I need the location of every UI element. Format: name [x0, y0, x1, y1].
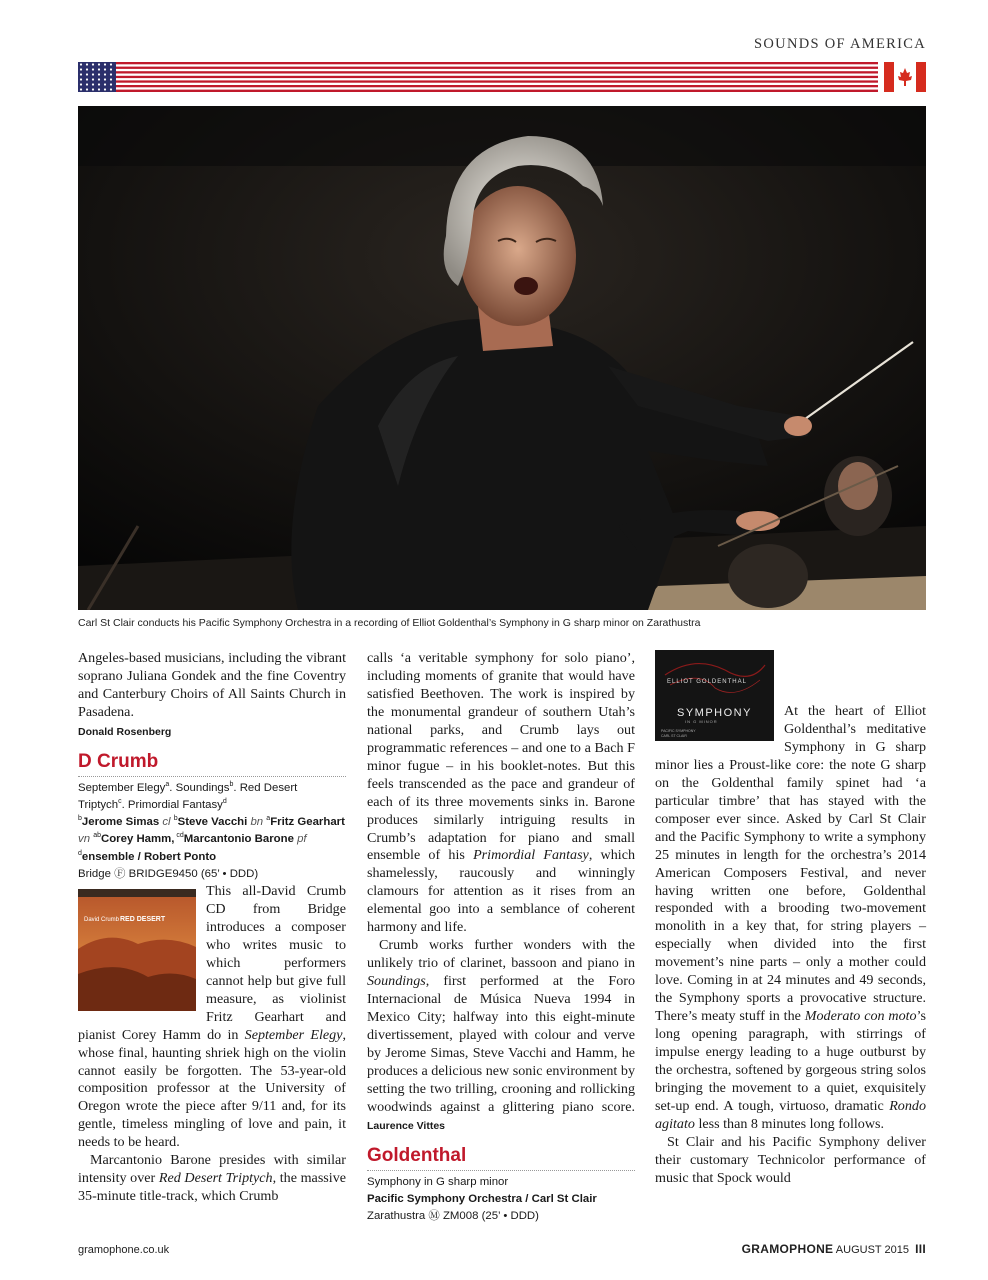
album-details: September Elegy$^a$. Soundings$^b$. Red Desert Triptych$^c$. Primordial Fantasy$^d$ $^b$Jerome Simas cl $^b$Steve Vacchi bn $^a$Fritz Gearhart vn $^{ab}$Corey Hamm, $^{cd}$Marcantonio Barone pf $^d$ensemble / Robert Ponto Bridge Ⓕ BRIDGE9450 (65’ • DDD) [78, 780, 345, 880]
us-flag-stripes [78, 62, 878, 92]
paragraph: This all-David Crumb CD from Bridge introduces a composer who writes music to which performers cannot help but give full measure, as violinist Fritz Gearhart and pianist Corey Hamm do in September Elegy, whose final, haunting shriek high on the violin cannot easily be forgotten. The 53-year-old composition professor at the University of Oregon wrote the piece after 9/11 and, for its gentle, timeless mingling of love and pain, it needs to be heard. [78, 882, 346, 1151]
footer-website: gramophone.co.uk [78, 1244, 170, 1256]
paragraph: Crumb works further wonders with the unlikely trio of clarinet, bassoon and piano in Soundings, first performed at the Foro Internacional de Música Nueva 1994 in Mexico City; halfway into this eight-minute divertissement, played with colour and verve by Jerome Simas, Steve Vacchi and Hamm, he produces a delicious new sonic environment by setting the two trilling, crooning and rollicking woodwinds against a glittering piano score. Laurence Vittes [367, 937, 635, 1132]
catalogue-line: Bridge Ⓕ BRIDGE9450 (65’ • DDD) [78, 867, 259, 880]
magazine-name: GRAMOPHONE [741, 1242, 834, 1256]
column-2 [367, 650, 635, 1225]
paragraph: Marcantonio Barone presides with similar intensity over Red Desert Triptych, the massive 35-minute title-track, which Crumb [78, 1152, 347, 1205]
us-flag-canton [78, 62, 116, 92]
paragraph: Angeles-based musicians, including the vibrant soprano Juliana Gondek and the fine Coventry and Canterbury Choirs of All Saints Church in Pasadena. [78, 650, 346, 720]
paragraph: At the heart of Elliot Goldenthal’s meditative Symphony in G sharp minor lies a Proust-like core: the note G sharp on the Goldenthal family spinet had ‘a particular timbre’ that has stayed with the composer ever since. Asked by Carl St Clair and the Pacific Symphony to write a symphony 25 minutes in length for the orchestra’s 2014 American Composers Festival, and never having written one before, Goldenthal responded with a brooding two-movement monolith in a key that, for string players – especially when divided into the first movement’s nine parts – only a mother could love. Coming in at 24 minutes and 49 seconds, the Symphony sports a provocative structure. There’s meaty stuff in the Moderato con moto’s long opening paragraph, with stirrings of impulse energy leading to a huge outburst by the orchestra, softened by gorgeous string solos bringing the movement to a quiet, exquisitely set-up end. A tough, virtuoso, dramatic Rondo agitato less than 8 minutes long follows. [655, 703, 926, 1132]
svg-text:IN G MINOR: IN G MINOR [685, 719, 718, 724]
album-cover-goldenthal [655, 650, 774, 741]
svg-text:RED DESERT: RED DESERT [120, 915, 166, 923]
svg-text:PACIFIC SYMPHONY: PACIFIC SYMPHONY [661, 729, 696, 733]
album-cover-crumb [78, 889, 196, 1011]
canada-flag [884, 62, 926, 92]
flag-banner [78, 62, 926, 92]
composer-heading: D Crumb [78, 751, 346, 777]
reviewer-name: Laurence Vittes [367, 1119, 446, 1132]
paragraph: calls ‘a veritable symphony for solo piano’, including moments of granite that would have satisfied Beethoven. The work is inspired by the monumental grandeur of southern Utah’s national parks, and Crumb lays out programmatic references – and one to a Bach F minor fugue – in his booklet-notes. But this feels transcended as the pace and grandeur of each of its three movements sinks in. Barone produces similarly intriguing results in Crumb’s adaptation for piano and small ensemble of his Primordial Fantasy, which shamelessly, raucously and winningly clamours for attention as it rises from an elemental goo into a semblance of coherent harmony and life. [367, 650, 635, 936]
reviewer-name: Donald Rosenberg [78, 725, 172, 738]
catalogue-line: Zarathustra Ⓜ ZM008 (25’ • DDD) [367, 1210, 539, 1223]
album-details: Symphony in G sharp minor Pacific Symphony Orchestra / Carl St Clair Zarathustra Ⓜ ZM008 (25’ • DDD) [367, 1175, 597, 1223]
conductor-photo [78, 106, 926, 610]
svg-text:David Crumb: David Crumb [84, 916, 120, 923]
photo-caption: Carl St Clair conducts his Pacific Symphony Orchestra in a recording of Elliot Goldenthal’s Symphony in G sharp minor on Zarathustra [78, 617, 701, 629]
issue-date: AUGUST 2015 [835, 1244, 909, 1256]
paragraph: St Clair and his Pacific Symphony deliver their customary Technicolor performance of music that Spock would [655, 1133, 926, 1186]
svg-text:SYMPHONY: SYMPHONY [677, 707, 752, 719]
section-title: SOUNDS OF AMERICA [754, 36, 926, 52]
composer-heading: Goldenthal [367, 1145, 635, 1171]
footer-folio [742, 1242, 926, 1256]
svg-text:ELLIOT GOLDENTHAL: ELLIOT GOLDENTHAL [667, 679, 747, 685]
page-number: III [915, 1242, 926, 1256]
column-1 [78, 650, 346, 1206]
column-3 [655, 650, 926, 1188]
svg-text:CARL ST CLAIR: CARL ST CLAIR [661, 734, 687, 738]
